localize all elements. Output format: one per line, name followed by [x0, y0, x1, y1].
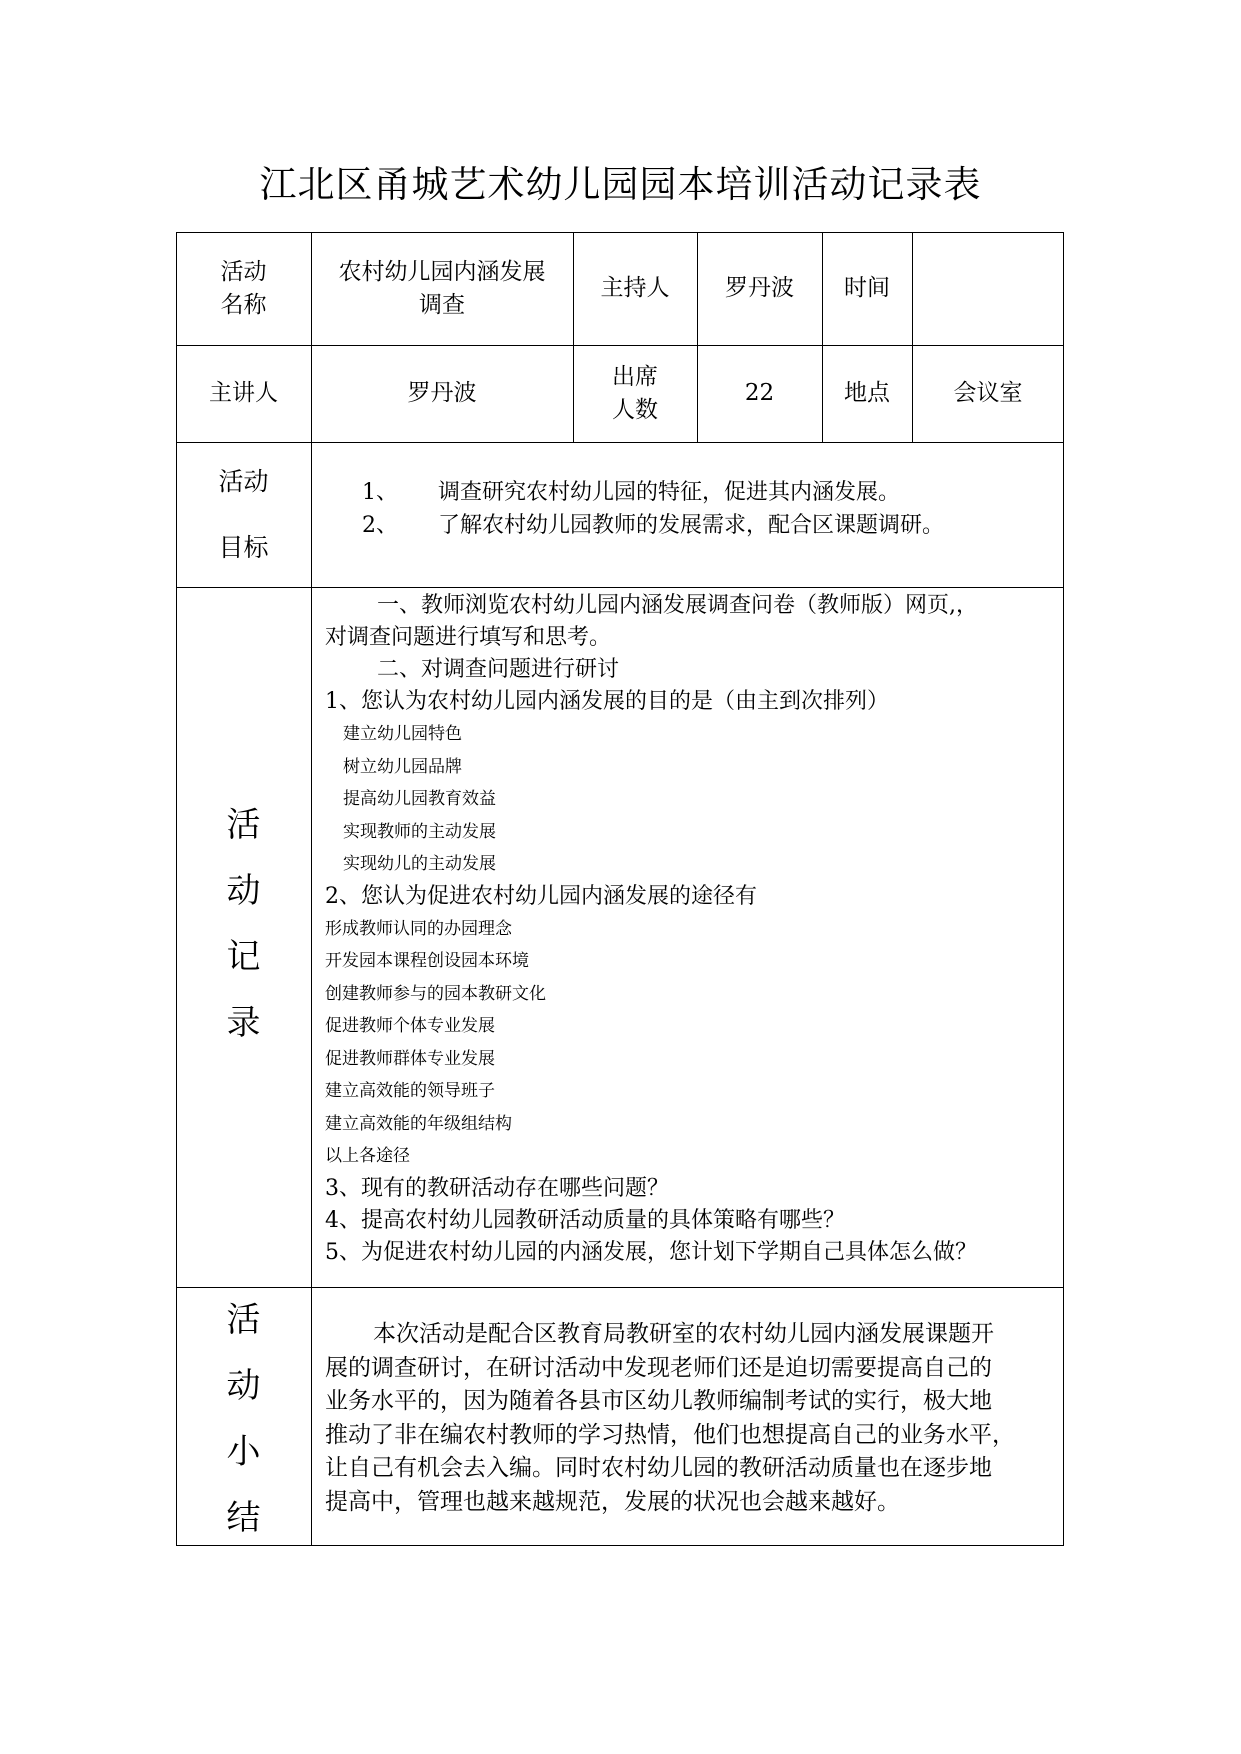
q1-option: 提高幼儿园教育效益 — [343, 789, 496, 809]
summary-line: 让自己有机会去入编。同时农村幼儿园的教研活动质量也在逐步地 — [325, 1455, 992, 1481]
q1-option: 实现幼儿的主动发展 — [343, 854, 496, 874]
q2-option: 促进教师个体专业发展 — [325, 1016, 495, 1036]
speaker-label: 主讲人 — [209, 380, 278, 406]
attendance-label: 出席 人数 — [612, 363, 658, 423]
activity-name-label: 活动 名称 — [220, 258, 267, 318]
record-label: 活 动 记 录 — [226, 805, 261, 1043]
record-intro: 对调查问题进行填写和思考。 — [325, 625, 612, 650]
question-1: 1、您认为农村幼儿园内涵发展的目的是（由主到次排列） — [325, 689, 889, 714]
q1-option: 树立幼儿园品牌 — [343, 756, 462, 777]
activity-name-value: 农村幼儿园内涵发展 调查 — [338, 259, 546, 318]
record-content — [325, 590, 1060, 1269]
q2-option: 以上各途径 — [325, 1146, 410, 1166]
question-4: 4、提高农村幼儿园教研活动质量的具体策略有哪些？ — [325, 1207, 845, 1233]
time-value — [912, 232, 1064, 345]
summary-line: 业务水平的，因为随着各县市区幼儿教师编制考试的实行，极大地 — [325, 1388, 992, 1414]
q2-option: 创建教师参与的园本教研文化 — [325, 983, 546, 1004]
goal-item: 2、 了解农村幼儿园教师的发展需求，配合区课题调研。 — [362, 513, 945, 538]
location-label: 地点 — [844, 380, 890, 406]
q2-option: 建立高效能的年级组结构 — [325, 1113, 512, 1134]
summary-text — [325, 1318, 1055, 1519]
host-label: 主持人 — [600, 275, 670, 301]
location-value: 会议室 — [953, 380, 1023, 406]
q2-option: 促进教师群体专业发展 — [325, 1048, 495, 1069]
question-2: 2、您认为促进农村幼儿园内涵发展的途径有 — [325, 883, 757, 909]
record-intro: 一、教师浏览农村幼儿园内涵发展调查问卷（教师版）网页,， — [377, 593, 978, 618]
summary-label: 活 动 小 结 — [226, 1300, 261, 1538]
document-title: 江北区甬城艺术幼儿园园本培训活动记录表 — [259, 163, 982, 206]
summary-line: 推动了非在编农村教师的学习热情，他们也想提高自己的业务水平， — [325, 1421, 1015, 1448]
q2-option: 形成教师认同的办园理念 — [325, 918, 512, 939]
q1-option: 实现教师的主动发展 — [343, 821, 496, 842]
q2-option: 开发园本课程创设园本环境 — [325, 951, 529, 971]
summary-line: 展的调查研讨，在研讨活动中发现老师们还是迫切需要提高自己的 — [325, 1354, 992, 1381]
goals-list — [362, 476, 944, 542]
question-5: 5、为促进农村幼儿园的内涵发展，您计划下学期自己具体怎么做？ — [325, 1239, 977, 1265]
goal-item: 1、 调查研究农村幼儿园的特征，促进其内涵发展。 — [362, 480, 901, 505]
question-3: 3、现有的教研活动存在哪些问题？ — [325, 1175, 669, 1201]
host-value: 罗丹波 — [725, 275, 794, 301]
goals-label: 活动 目标 — [218, 466, 269, 562]
time-label: 时间 — [844, 275, 890, 301]
record-intro: 二、对调查问题进行研讨 — [377, 657, 620, 682]
q2-option: 建立高效能的领导班子 — [325, 1081, 495, 1101]
speaker-value: 罗丹波 — [407, 380, 477, 406]
summary-line: 提高中，管理也越来越规范，发展的状况也会越来越好。 — [325, 1488, 900, 1515]
q1-option: 建立幼儿园特色 — [343, 724, 462, 744]
summary-line: 本次活动是配合区教育局教研室的农村幼儿园内涵发展课题开 — [373, 1321, 994, 1347]
attendance-value: 22 — [744, 380, 775, 406]
